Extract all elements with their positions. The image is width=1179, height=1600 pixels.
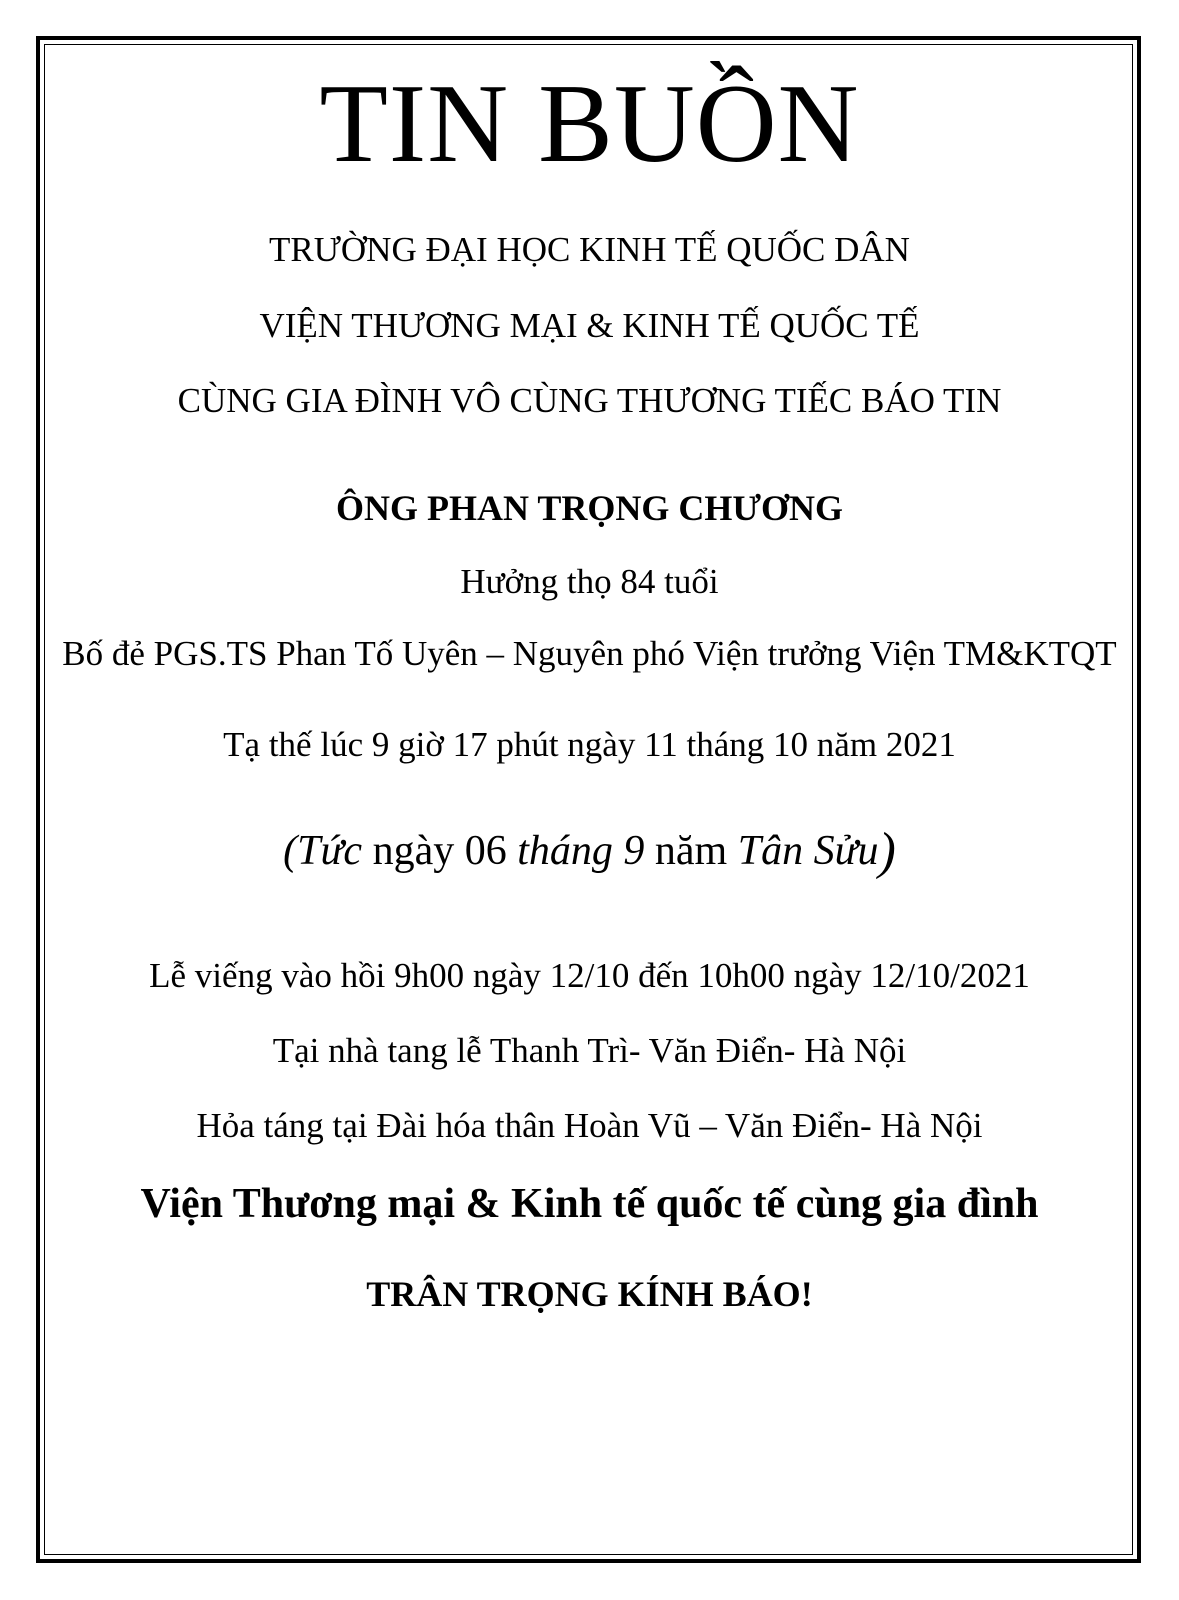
funeral-location: Tại nhà tang lễ Thanh Trì- Văn Điển- Hà Nội	[272, 1031, 907, 1070]
lunar-date	[0, 822, 1179, 880]
notice-title: TIN BUỒN	[319, 62, 860, 186]
header-university: TRƯỜNG ĐẠI HỌC KINH TẾ QUỐC DÂN	[269, 230, 910, 269]
closing-signature: Viện Thương mại & Kinh tế quốc tế cùng gia đình	[140, 1181, 1039, 1227]
deceased-age: Hưởng thọ 84 tuổi	[460, 562, 719, 601]
lunar-month: tháng 9	[517, 828, 645, 874]
passed-time: Tạ thế lúc 9 giờ 17 phút ngày 11 tháng 10 năm 2021	[223, 725, 956, 764]
deceased-name: ÔNG PHAN TRỌNG CHƯƠNG	[335, 488, 843, 528]
closing-respect: TRÂN TRỌNG KÍNH BÁO!	[366, 1274, 813, 1314]
lunar-day: ngày 06	[362, 828, 518, 874]
viewing-time: Lễ viếng vào hồi 9h00 ngày 12/10 đến 10h00 ngày 12/10/2021	[149, 956, 1030, 995]
header-announcement: CÙNG GIA ĐÌNH VÔ CÙNG THƯƠNG TIẾC BÁO TIN	[177, 381, 1002, 420]
lunar-open: (Tức	[283, 828, 363, 874]
lunar-close: )	[878, 823, 896, 880]
lunar-year: Tân Sửu	[737, 828, 879, 874]
inner-border	[44, 44, 1133, 1555]
lunar-year-word: năm	[644, 828, 738, 874]
header-institute: VIỆN THƯƠNG MẠI & KINH TẾ QUỐC TẾ	[259, 306, 920, 345]
deceased-relation: Bố đẻ PGS.TS Phan Tố Uyên – Nguyên phó Viện trưởng Viện TM&KTQT	[62, 634, 1117, 673]
cremation-location: Hỏa táng tại Đài hóa thân Hoàn Vũ – Văn Điển- Hà Nội	[196, 1106, 983, 1145]
